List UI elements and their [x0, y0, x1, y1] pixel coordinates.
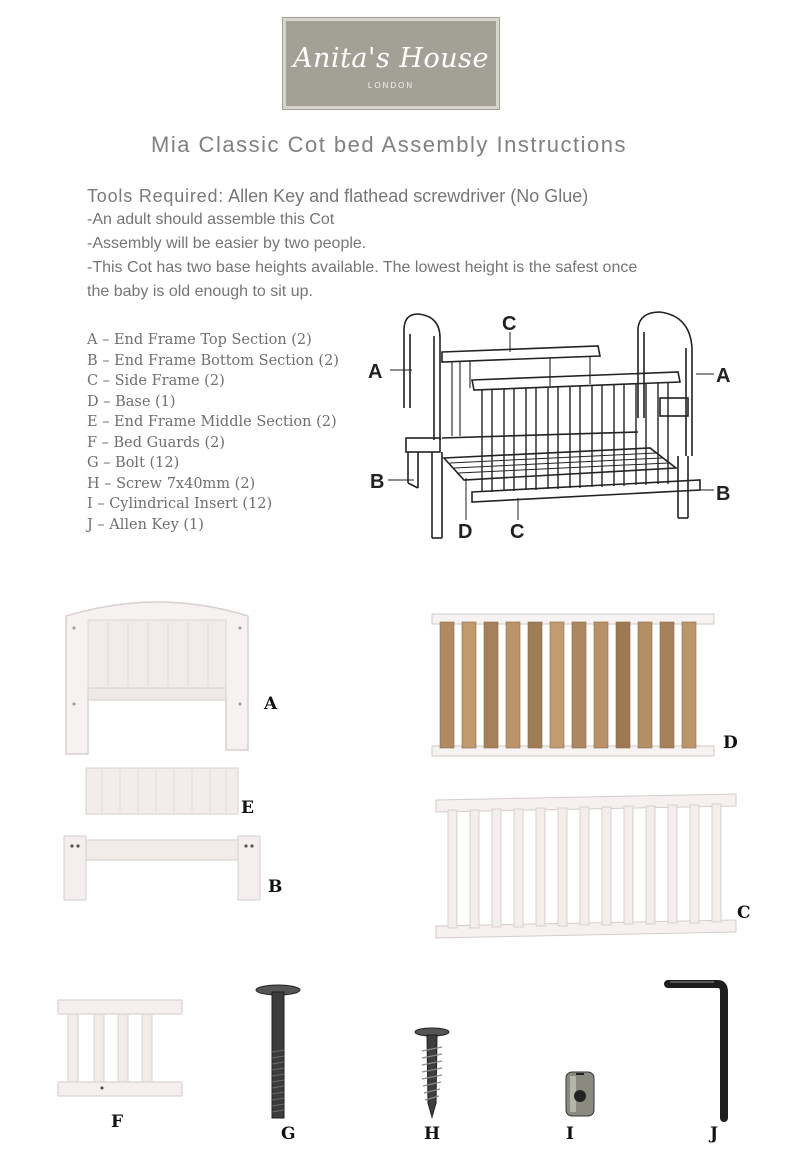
note-line: -An adult should assemble this Cot	[87, 211, 335, 228]
allen-key-photo	[664, 978, 728, 1122]
cylindrical-insert-photo	[560, 1068, 600, 1120]
photo-label-j: J	[710, 1124, 719, 1144]
photo-label-i: I	[566, 1124, 574, 1144]
tools-label: Tools Required:	[87, 186, 225, 206]
list-item: C – Side Frame (2)	[87, 373, 225, 389]
side-frame-photo	[434, 792, 738, 940]
assembly-diagram	[360, 308, 750, 553]
photo-label-b: B	[268, 877, 283, 897]
photo-label-g: G	[281, 1124, 296, 1144]
diagram-label-a-right: A	[716, 365, 731, 387]
list-item: F – Bed Guards (2)	[87, 434, 226, 451]
list-item: G – Bolt (12)	[87, 455, 180, 471]
list-item: J – Allen Key (1)	[87, 516, 204, 533]
photo-label-a: A	[264, 694, 278, 714]
photo-label-f: F	[111, 1112, 124, 1132]
page-title: Mia Classic Cot bed Assembly Instructions	[151, 132, 627, 157]
bolt-photo	[254, 982, 302, 1122]
photo-label-e: E	[241, 798, 254, 818]
tools-value: Allen Key and flathead screwdriver (No Glue)	[228, 186, 589, 206]
note-line: -Assembly will be easier by two people.	[87, 235, 367, 252]
list-item: A – End Frame Top Section (2)	[87, 332, 312, 348]
diagram-label-c-top: C	[502, 313, 517, 335]
list-item: D – Base (1)	[87, 393, 176, 410]
list-item: B – End Frame Bottom Section (2)	[87, 352, 339, 369]
note-line: the baby is old enough to sit up.	[87, 283, 313, 300]
photo-label-d: D	[723, 733, 738, 753]
list-item: H – Screw 7x40mm (2)	[87, 475, 256, 492]
end-frame-bottom-photo	[62, 834, 262, 904]
brand-logo	[283, 18, 499, 109]
diagram-label-c-bottom: C	[510, 521, 525, 543]
list-item: I – Cylindrical Insert (12)	[87, 496, 273, 512]
tools-required	[87, 186, 588, 207]
note-line: -This Cot has two base heights available. The lowest height is the safest once	[87, 259, 638, 276]
list-item: E – End Frame Middle Section (2)	[87, 414, 337, 430]
end-frame-middle-photo	[84, 766, 240, 816]
diagram-label-b-left: B	[370, 471, 385, 493]
base-photo	[430, 612, 716, 762]
diagram-label-a-left: A	[368, 361, 383, 383]
screw-photo	[412, 1027, 452, 1119]
logo-location: LONDON	[367, 81, 415, 90]
diagram-label-b-right: B	[716, 483, 731, 505]
diagram-label-d-bottom: D	[458, 521, 473, 543]
logo-name: Anita's House	[293, 43, 489, 74]
parts-list	[87, 330, 339, 535]
photo-label-h: H	[424, 1124, 441, 1144]
photo-label-c: C	[737, 903, 751, 923]
bed-guard-photo	[56, 996, 184, 1100]
end-frame-top-photo	[64, 594, 252, 756]
